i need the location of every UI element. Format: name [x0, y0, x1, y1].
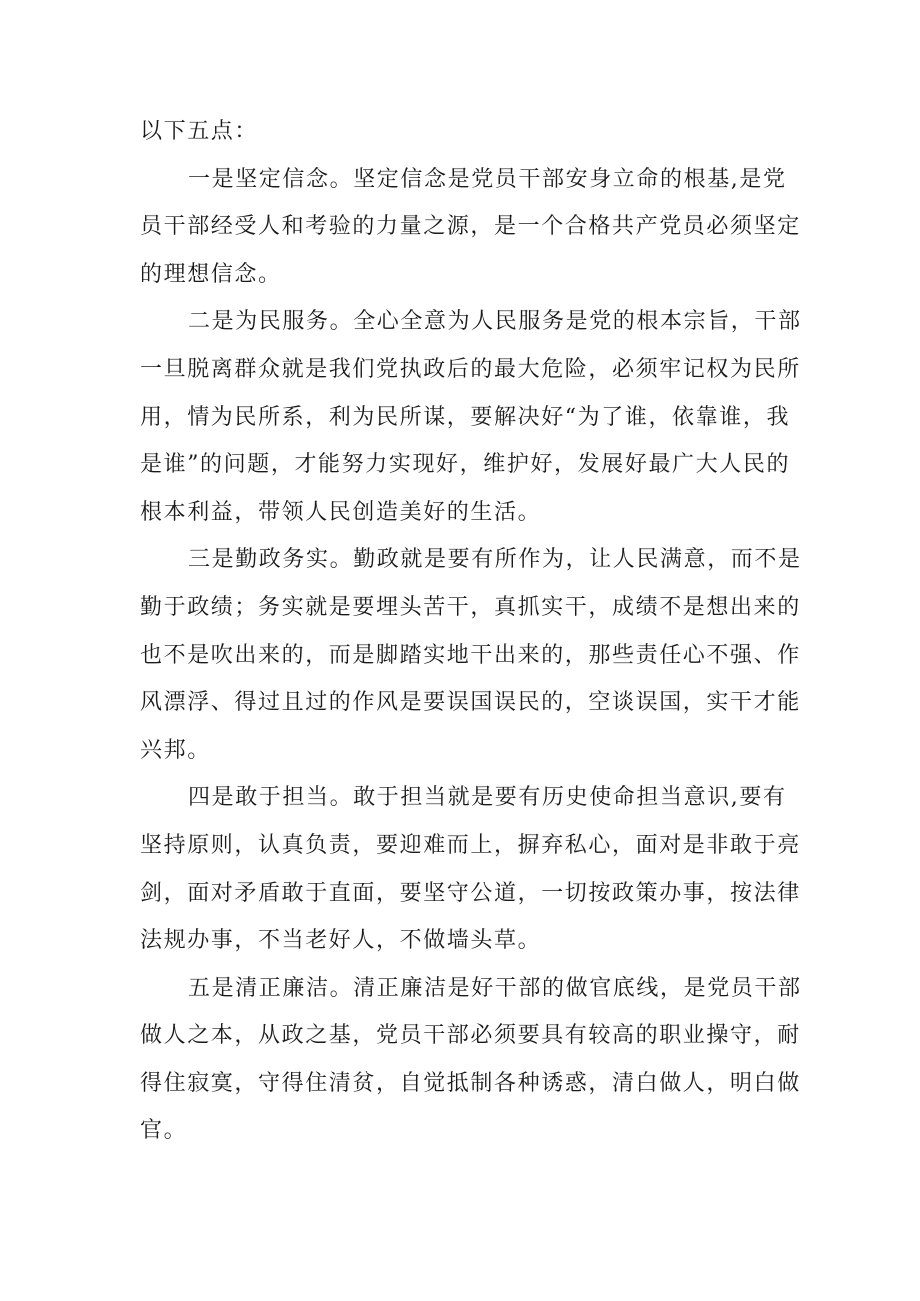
text-line: 勤于政绩；务实就是要埋头苦干，真抓实干，成绩不是想出来的	[140, 594, 801, 620]
paragraph-first-line: 一是坚定信念。坚定信念是党员干部安身立命的根基,是党	[188, 166, 787, 192]
text-line: 是谁”的问题，才能努力实现好，维护好，发展好最广大人民的	[140, 452, 791, 478]
text-line: 剑，面对矛盾敢于直面，要坚守公道，一切按政策办事，按法律	[140, 880, 801, 906]
body-text	[140, 108, 802, 1155]
text-line: 也不是吹出来的，而是脚踏实地干出来的，那些责任心不强、作	[140, 642, 801, 668]
text-line: 法规办事，不当老好人，不做墙头草。	[140, 928, 542, 954]
text-line: 员干部经受人和考验的力量之源，是一个合格共产党员必须坚定	[140, 214, 801, 240]
text-line: 的理想信念。	[140, 261, 282, 287]
text-line: 根本利益，带领人民创造美好的生活。	[140, 499, 542, 525]
text-line: 坚持原则，认真负责，要迎难而上，摒弃私心，面对是非敢于亮	[140, 832, 801, 858]
text-line: 用，情为民所系，利为民所谋，要解决好“为了谁，依靠谁，我	[140, 404, 791, 430]
paragraph-first-line: 四是敢于担当。敢于担当就是要有历史使命担当意识,要有	[188, 785, 787, 811]
text-line: 以下五点：	[140, 119, 259, 144]
paragraph-first-line: 二是为民服务。全心全意为人民服务是党的根本宗旨，干部	[188, 309, 802, 335]
text-line: 得住寂寞，守得住清贫，自觉抵制各种诱惑，清白做人，明白做	[140, 1070, 801, 1096]
text-line: 风漂浮、得过且过的作风是要误国误民的，空谈误国，实干才能	[140, 690, 801, 716]
text-line: 做人之本，从政之基，党员干部必须要具有较高的职业操守，耐	[140, 1023, 801, 1049]
paragraph-first-line: 五是清正廉洁。清正廉洁是好干部的做官底线，是党员干部	[188, 975, 802, 1001]
text-line: 一旦脱离群众就是我们党执政后的最大危险，必须牢记权为民所	[140, 356, 801, 382]
paragraph-first-line: 三是勤政务实。勤政就是要有所作为，让人民满意，而不是	[188, 547, 802, 573]
text-line: 兴邦。	[140, 737, 211, 763]
text-line: 官。	[140, 1118, 188, 1144]
